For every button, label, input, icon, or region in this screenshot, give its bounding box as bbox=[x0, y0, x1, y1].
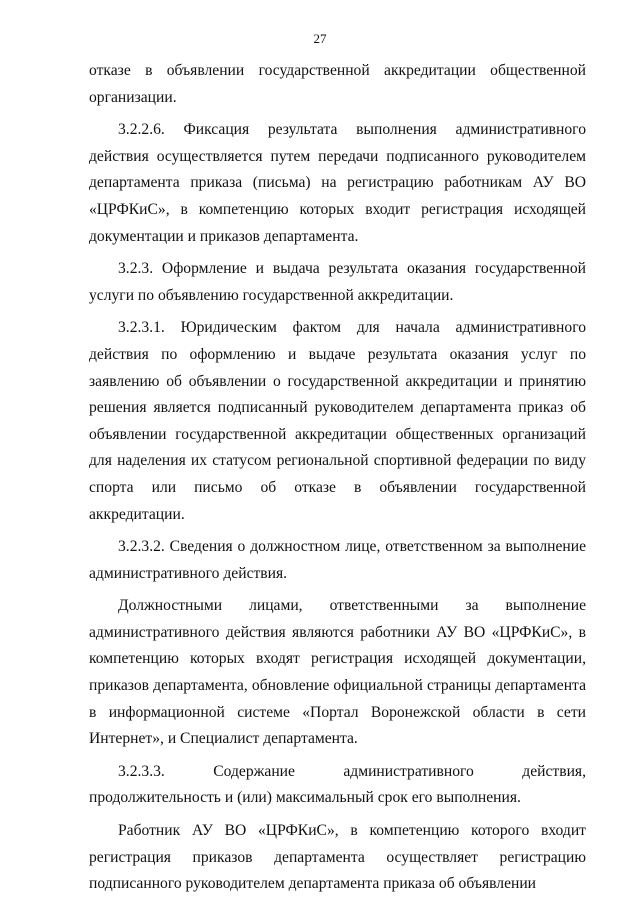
paragraph-responsible-persons: Должностными лицами, ответственными за выполнение административного действия являются работники АУ ВО «ЦРФКиС», в компетенцию которых входят регистрация исходящей документации, приказов департамента, обновление официальной страницы департамента в информационной системе «Портал Воронежской области в сети Интернет», и Специалист департамента. bbox=[89, 597, 586, 748]
paragraph-3-2-2-6: 3.2.2.6. Фиксация результата выполнения административного действия осуществляется путем передачи подписанного руководителем департамента приказа (письма) на регистрацию работникам АУ ВО «ЦРФКиС», в компетенцию которых входит регистрация исходящей документации и приказов департамента. bbox=[89, 121, 586, 245]
paragraph-continuation: отказе в объявлении государственной аккредитации общественной организации. bbox=[89, 62, 586, 106]
page-number: 27 bbox=[313, 31, 327, 46]
paragraph-3-2-3: 3.2.3. Оформление и выдача результата оказания государственной услуги по объявлению государственной аккредитации. bbox=[89, 260, 586, 304]
document-body bbox=[89, 58, 586, 898]
paragraph-3-2-3-1: 3.2.3.1. Юридическим фактом для начала административного действия по оформлению и выдаче результата оказания услуг по заявлению об объявлении о государственной аккредитации и принятию решения является подписанный руководителем департамента приказ об объявлении государственной аккредитации общественных организаций для наделения их статусом региональной спортивной федерации по виду спорта или письмо об отказе в объявлении государственной аккредитации. bbox=[89, 319, 586, 523]
paragraph-3-2-3-3: 3.2.3.3. Содержание административного действия, продолжительность и (или) максимальный срок его выполнения. bbox=[89, 762, 586, 807]
paragraph-registration: Работник АУ ВО «ЦРФКиС», в компетенцию которого входит регистрация приказов департамента осуществляет регистрацию подписанного руководителем департамента приказа об объявлении bbox=[89, 822, 586, 893]
paragraph-3-2-3-2: 3.2.3.2. Сведения о должностном лице, ответственном за выполнение административного действия. bbox=[89, 538, 586, 582]
